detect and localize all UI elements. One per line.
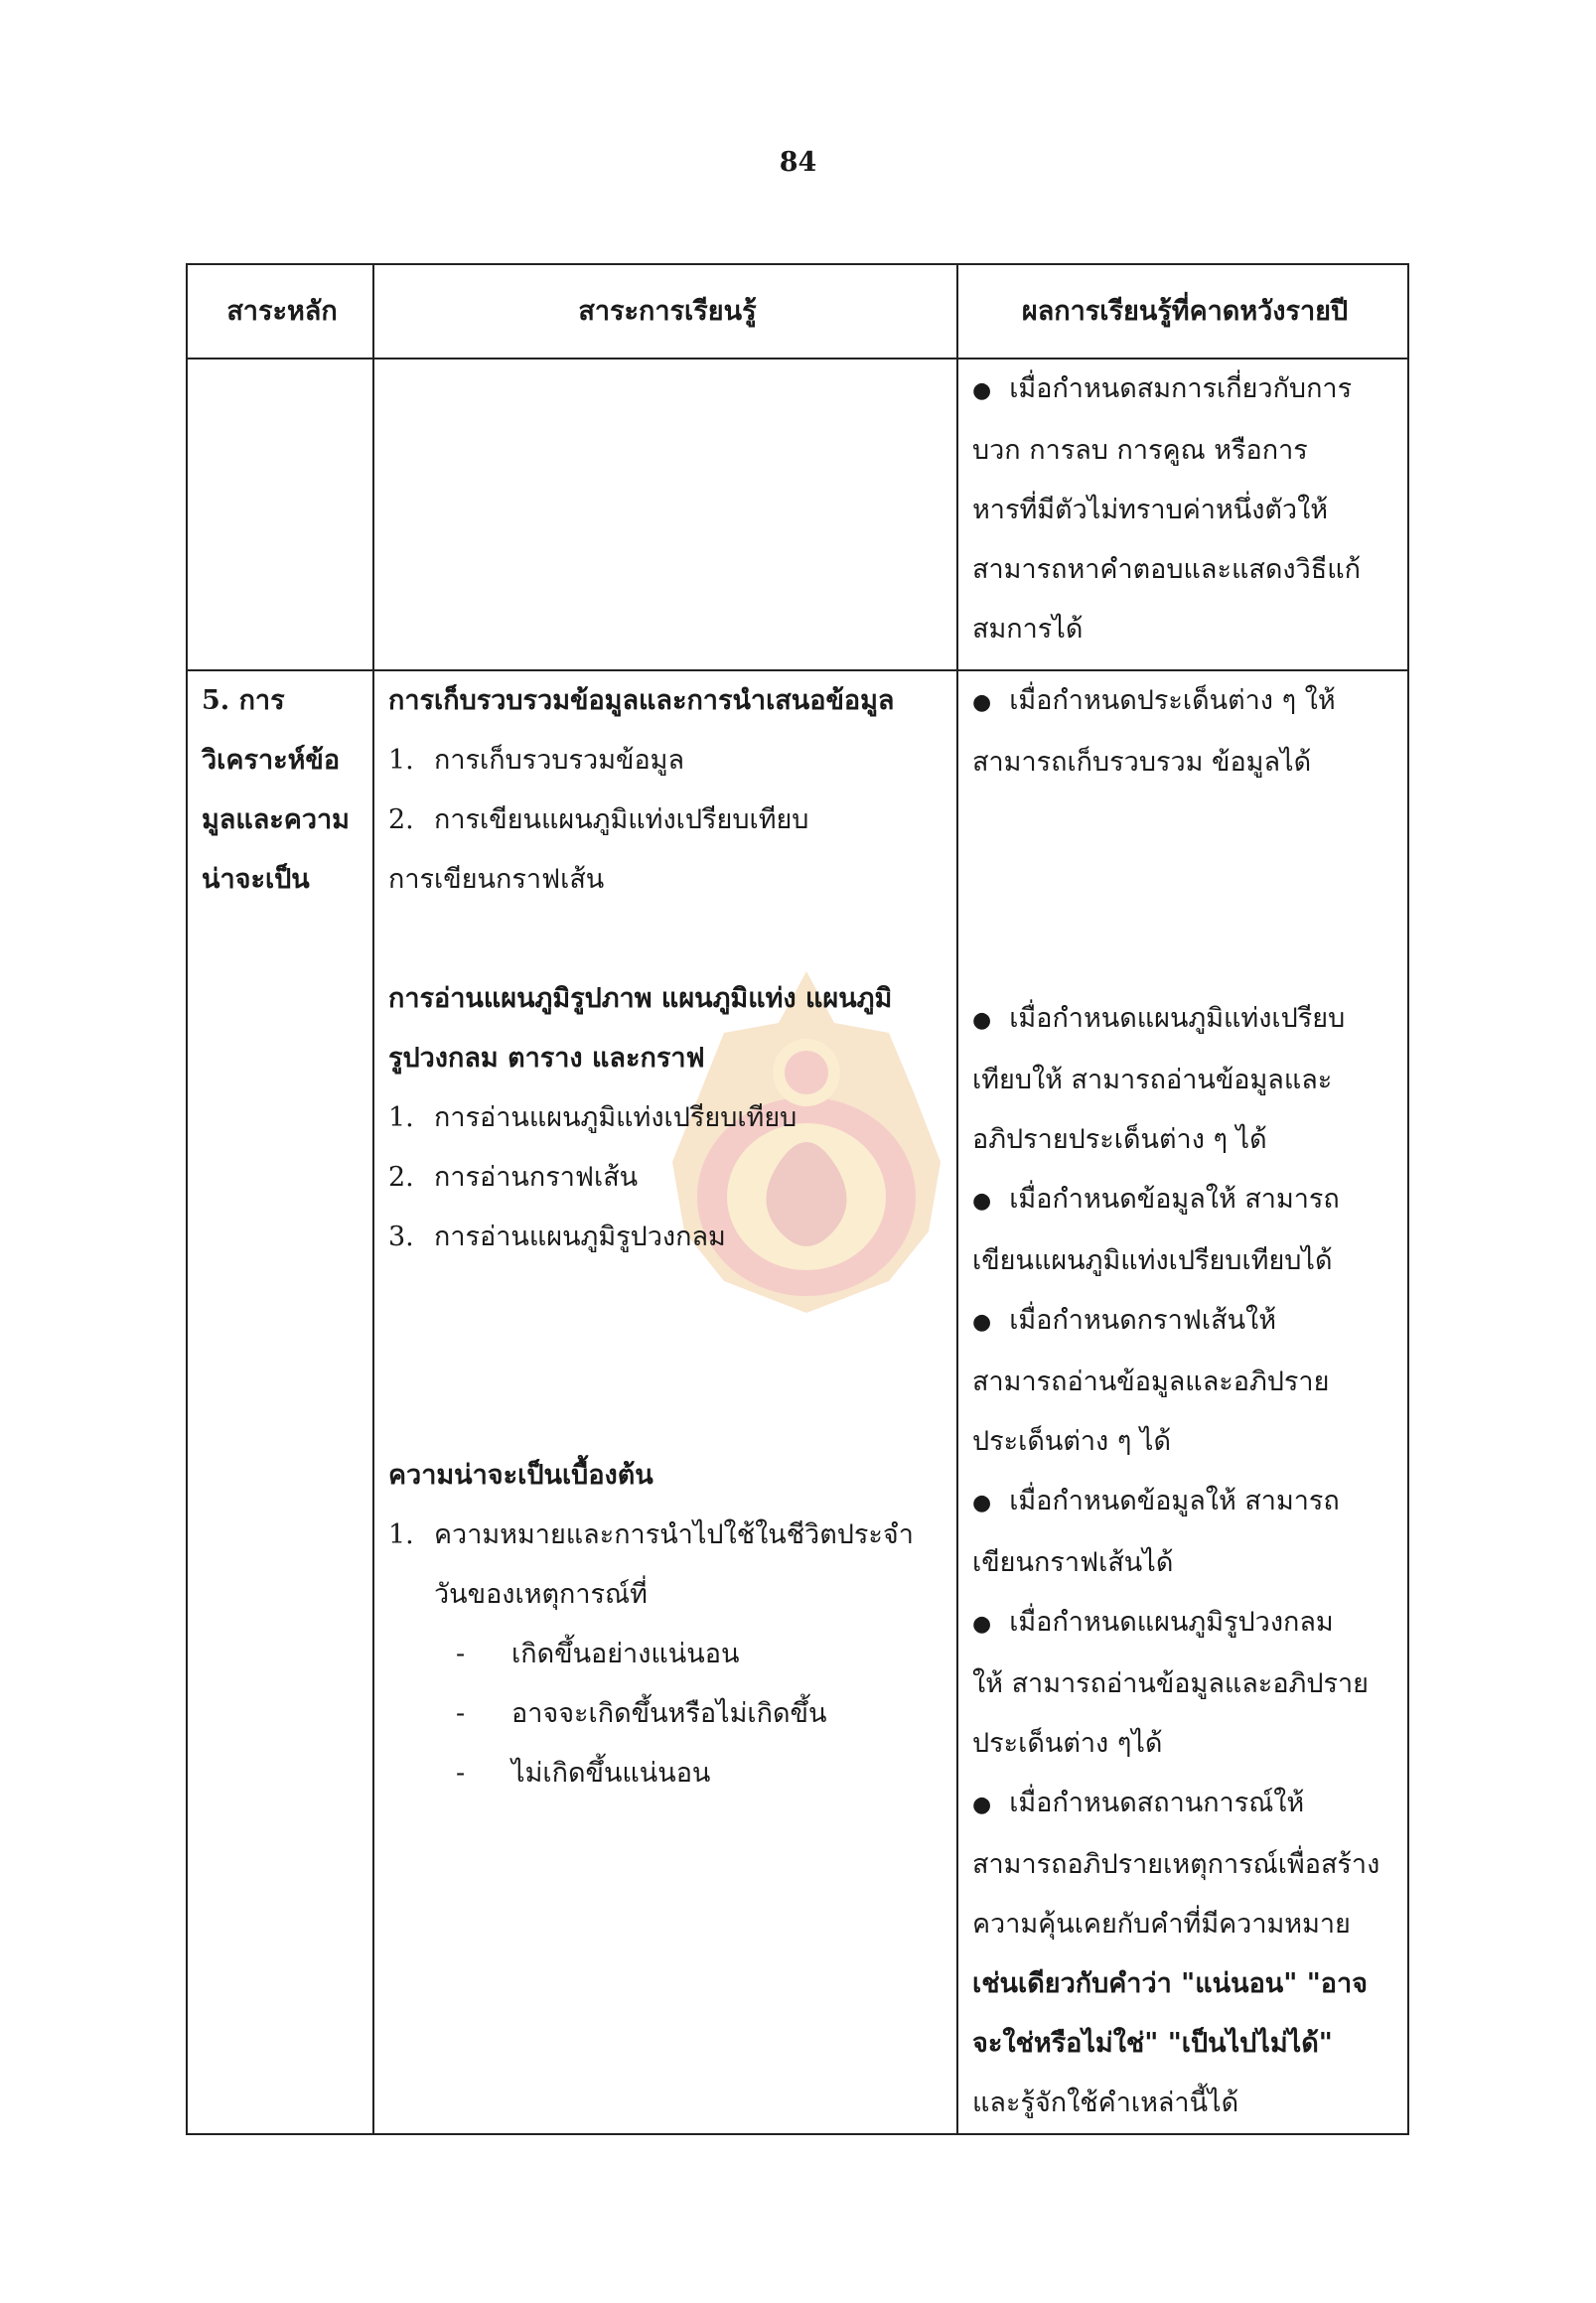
outcome-item: ● เมื่อกำหนดสถานการณ์ให้ [972,1788,1305,1818]
strand-cell [187,670,373,2134]
outcome-line: ประเด็นต่าง ๆได้ [972,1728,1163,1759]
bullet-icon: ● [972,1491,992,1515]
outcome-line: เทียบให้ สามารถอ่านข้อมูลและ [972,1065,1333,1095]
outcome-line: เขียนกราฟเส้นได้ [972,1547,1174,1578]
header-content: สาระการเรียนรู้ [373,264,957,359]
outcome-item: ● เมื่อกำหนดข้อมูลให้ สามารถ [972,1486,1340,1516]
outcome-item: ● เมื่อกำหนดแผนภูมิแท่งเปรียบ [972,1003,1346,1034]
outcome-line: และรู้จักใช้คำเหล่านี้ได้ [972,2087,1239,2118]
outcome-line: จะใช่หรือไม่ใช่" "เป็นไปไม่ได้" [972,2028,1333,2059]
outcome-item: ● เมื่อกำหนดประเด็นต่าง ๆ ให้ [972,685,1336,716]
list-item: 1. การเก็บรวบรวมข้อมูล [388,745,685,776]
content-cell [373,359,957,670]
curriculum-table [186,263,1409,2135]
outcome-item: ● เมื่อกำหนดแผนภูมิรูปวงกลม [972,1607,1334,1638]
outcome-line: อภิปรายประเด็นต่าง ๆ ได้ [972,1124,1267,1155]
outcome-line: ความคุ้นเคยกับคำที่มีความหมาย [972,1909,1351,1940]
outcome-line: สมการได้ [972,614,1084,645]
page-number: 84 [779,147,817,178]
section-heading: รูปวงกลม ตาราง และกราฟ [388,1043,705,1074]
section-heading: ความน่าจะเป็นเบื้องต้น [388,1460,653,1491]
strand-line: น่าจะเป็น [202,864,310,895]
list-item: 1. การอ่านแผนภูมิแท่งเปรียบเทียบ [388,1102,798,1133]
content-cell [373,670,957,2134]
list-item-extra: การเขียนกราฟเส้น [388,864,605,895]
outcome-line: เขียนแผนภูมิแท่งเปรียบเทียบได้ [972,1245,1333,1276]
outcome-line: ประเด็นต่าง ๆ ได้ [972,1426,1172,1457]
table-header-row [187,264,1408,359]
strand-cell [187,359,373,670]
table-row [187,359,1408,670]
bullet-icon: ● [972,1008,992,1033]
bullet-icon: ● [972,1189,992,1214]
list-item: 2. การอ่านกราฟเส้น [388,1162,639,1193]
outcome-line: สามารถเก็บรวบรวม ข้อมูลได้ [972,747,1312,778]
bullet-icon: ● [972,1612,992,1637]
list-item: 1. ความหมายและการนำไปใช้ในชีวิตประจำ [388,1519,914,1550]
outcome-line: ให้ สามารถอ่านข้อมูลและอภิปราย [972,1668,1369,1699]
header-outcomes: ผลการเรียนรู้ที่คาดหวังรายปี [957,264,1408,359]
outcome-line: สามารถอ่านข้อมูลและอภิปราย [972,1367,1330,1397]
outcome-cell [957,670,1408,2134]
table-row [187,670,1408,2134]
outcome-item: ● เมื่อกำหนดสมการเกี่ยวกับการ [972,373,1353,404]
sub-list-item: - อาจจะเกิดขึ้นหรือไม่เกิดขึ้น [456,1698,827,1729]
bullet-icon: ● [972,1310,992,1335]
outcome-item: ● เมื่อกำหนดข้อมูลให้ สามารถ [972,1184,1340,1215]
header-strand: สาระหลัก [187,264,373,359]
bullet-icon: ● [972,378,992,403]
sub-list-item: - ไม่เกิดขึ้นแน่นอน [456,1758,711,1789]
list-item-continued: วันของเหตุการณ์ที่ [434,1579,648,1610]
outcome-item: ● เมื่อกำหนดกราฟเส้นให้ [972,1305,1277,1336]
outcome-line: หารที่มีตัวไม่ทราบค่าหนึ่งตัวให้ [972,495,1329,525]
sub-list-item: - เกิดขึ้นอย่างแน่นอน [456,1639,740,1669]
strand-line: 5. การ [202,685,285,716]
list-item: 3. การอ่านแผนภูมิรูปวงกลม [388,1222,726,1252]
outcome-cell [957,359,1408,670]
outcome-line: เช่นเดียวกับคำว่า "แน่นอน" "อาจ [972,1968,1368,1999]
outcome-line: สามารถอภิปรายเหตุการณ์เพื่อสร้าง [972,1849,1380,1880]
strand-line: วิเคราะห์ข้อ [202,745,341,776]
outcome-line: สามารถหาคำตอบและแสดงวิธีแก้ [972,554,1361,585]
strand-line: มูลและความ [202,804,350,835]
section-heading: การอ่านแผนภูมิรูปภาพ แผนภูมิแท่ง แผนภูมิ [388,983,893,1014]
section-heading: การเก็บรวบรวมข้อมูลและการนำเสนอข้อมูล [388,685,895,716]
bullet-icon: ● [972,690,992,715]
bullet-icon: ● [972,1793,992,1817]
outcome-line: บวก การลบ การคูณ หรือการ [972,435,1308,466]
list-item: 2. การเขียนแผนภูมิแท่งเปรียบเทียบ [388,804,809,835]
